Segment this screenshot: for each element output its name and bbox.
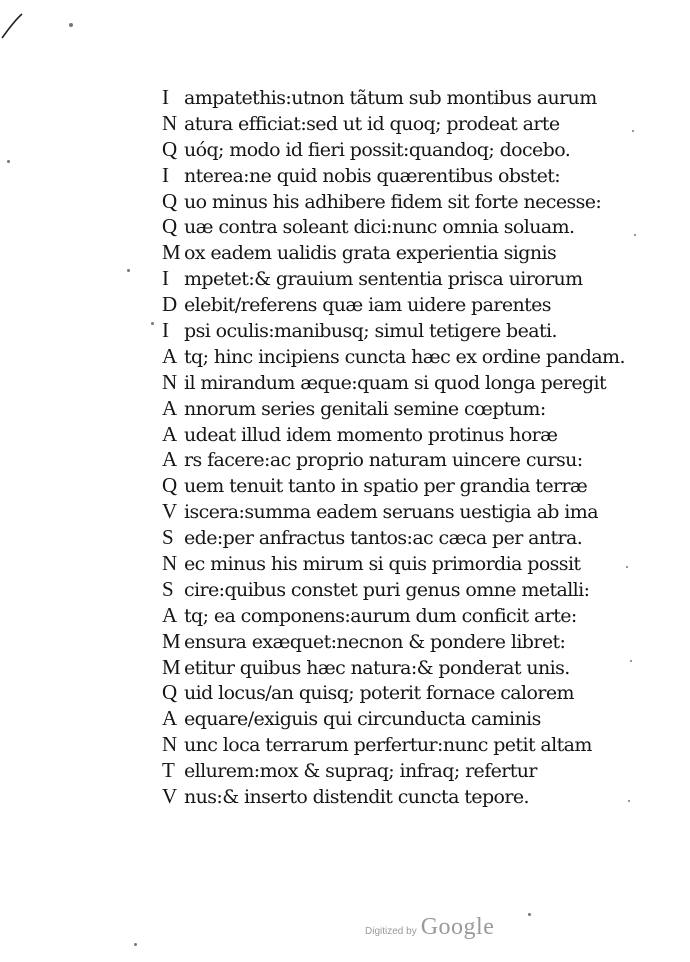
verse-line bbox=[162, 499, 662, 525]
verse-text: uóq; modo id fieri possit:quandoq; docebo. bbox=[184, 138, 571, 161]
print-speck bbox=[151, 322, 154, 325]
verse-initial: I bbox=[162, 162, 169, 187]
print-speck bbox=[127, 269, 130, 272]
print-speck bbox=[69, 23, 73, 27]
verse-text: ellurem:mox & supraq; infraq; refertur bbox=[184, 760, 537, 783]
verse-initial: N bbox=[162, 369, 178, 394]
print-speck bbox=[528, 913, 531, 916]
verse-initial: A bbox=[162, 447, 178, 472]
print-speck bbox=[634, 234, 636, 236]
google-logo: Google bbox=[420, 914, 495, 940]
verse-line bbox=[162, 318, 662, 344]
verse-text: equare/exiguis qui circunducta caminis bbox=[184, 708, 541, 731]
verse-initial: Q bbox=[162, 680, 178, 705]
verse-initial: Q bbox=[162, 136, 178, 161]
verse-initial: N bbox=[162, 551, 178, 576]
verse-initial: V bbox=[162, 784, 178, 809]
verse-initial: Q bbox=[162, 188, 178, 213]
verse-initial: N bbox=[162, 732, 178, 757]
verse-initial: M bbox=[162, 654, 181, 679]
verse-initial: N bbox=[162, 110, 178, 135]
verse-line bbox=[162, 85, 662, 111]
verse-line bbox=[162, 266, 662, 292]
verse-text: uid locus/an quisq; poterit fornace calorem bbox=[184, 682, 574, 705]
verse-line bbox=[162, 655, 662, 681]
verse-line bbox=[162, 680, 662, 706]
verse-initial: A bbox=[162, 421, 178, 446]
verse-text: etitur quibus hæc natura:& ponderat unis. bbox=[184, 656, 570, 679]
verse-line bbox=[162, 577, 662, 603]
verse-line bbox=[162, 447, 662, 473]
verse-line bbox=[162, 525, 662, 551]
verse-line bbox=[162, 370, 662, 396]
print-speck bbox=[626, 566, 628, 568]
verse-line bbox=[162, 551, 662, 577]
verse-initial: M bbox=[162, 628, 181, 653]
verse-line bbox=[162, 292, 662, 318]
verse-text: nterea:ne quid nobis quærentibus obstet: bbox=[184, 164, 561, 187]
verse-line bbox=[162, 163, 662, 189]
verse-text: psi oculis:manibusq; simul tetigere beati. bbox=[184, 320, 557, 343]
verse-text: ox eadem ualidis grata experientia signis bbox=[184, 242, 557, 265]
verse-text: ede:per anfractus tantos:ac cæca per antra. bbox=[184, 527, 583, 550]
digitized-by-watermark bbox=[365, 914, 494, 941]
verse-line bbox=[162, 396, 662, 422]
verse-initial: V bbox=[162, 499, 178, 524]
verse-line bbox=[162, 137, 662, 163]
verse-initial: I bbox=[162, 266, 169, 291]
verse-initial: Q bbox=[162, 214, 178, 239]
verse-initial: M bbox=[162, 240, 181, 265]
verse-line bbox=[162, 603, 662, 629]
print-speck bbox=[7, 160, 10, 163]
verse-initial: Q bbox=[162, 473, 178, 498]
verse-text: uem tenuit tanto in spatio per grandia terræ bbox=[184, 475, 588, 498]
verse-line bbox=[162, 758, 662, 784]
ink-stroke-mark bbox=[0, 12, 26, 40]
verse-initial: D bbox=[162, 292, 178, 317]
verse-block bbox=[162, 85, 662, 810]
verse-text: iscera:summa eadem seruans uestigia ab ima bbox=[184, 501, 598, 524]
verse-text: uo minus his adhibere fidem sit forte necesse: bbox=[184, 190, 602, 213]
verse-text: atura efficiat:sed ut id quoq; prodeat arte bbox=[184, 112, 560, 135]
verse-text: udeat illud idem momento protinus horæ bbox=[184, 423, 558, 446]
verse-text: mpetet:& grauium sententia prisca uirorum bbox=[184, 268, 583, 291]
verse-text: ampatethis:utnon tãtum sub montibus aurum bbox=[184, 87, 597, 109]
verse-text: cire:quibus constet puri genus omne metalli: bbox=[184, 578, 590, 601]
verse-line bbox=[162, 473, 662, 499]
verse-text: elebit/referens quæ iam uidere parentes bbox=[184, 294, 551, 317]
verse-initial: I bbox=[162, 318, 169, 343]
verse-text: rs facere:ac proprio naturam uincere cursu: bbox=[184, 449, 583, 472]
verse-line bbox=[162, 629, 662, 655]
verse-initial: A bbox=[162, 343, 178, 368]
verse-line bbox=[162, 422, 662, 448]
print-speck bbox=[134, 943, 137, 946]
verse-line bbox=[162, 240, 662, 266]
print-speck bbox=[630, 660, 632, 662]
verse-text: ensura exæquet:necnon & pondere libret: bbox=[184, 630, 566, 653]
verse-initial: A bbox=[162, 602, 178, 627]
verse-text: il mirandum æque:quam si quod longa peregit bbox=[184, 371, 607, 394]
verse-line bbox=[162, 214, 662, 240]
verse-initial: A bbox=[162, 706, 178, 731]
verse-line bbox=[162, 344, 662, 370]
verse-text: tq; ea componens:aurum dum conficit arte: bbox=[184, 604, 577, 627]
verse-initial: I bbox=[162, 85, 169, 109]
watermark-prefix: Digitized by bbox=[365, 926, 417, 937]
verse-text: nnorum series genitali semine cœptum: bbox=[184, 397, 546, 420]
verse-initial: S bbox=[162, 576, 174, 601]
print-speck bbox=[632, 130, 634, 132]
verse-line bbox=[162, 706, 662, 732]
verse-text: tq; hinc incipiens cuncta hæc ex ordine pandam. bbox=[184, 345, 625, 368]
verse-text: nus:& inserto distendit cuncta tepore. bbox=[184, 786, 529, 809]
verse-initial: S bbox=[162, 525, 174, 550]
verse-line bbox=[162, 111, 662, 137]
verse-line bbox=[162, 189, 662, 215]
verse-line bbox=[162, 784, 662, 810]
verse-initial: A bbox=[162, 395, 178, 420]
verse-text: uæ contra soleant dici:nunc omnia soluam. bbox=[184, 216, 575, 239]
verse-text: ec minus his mirum si quis primordia possit bbox=[184, 553, 581, 576]
verse-text: unc loca terrarum perfertur:nunc petit altam bbox=[184, 734, 592, 757]
print-speck bbox=[628, 800, 630, 802]
verse-initial: T bbox=[162, 758, 175, 783]
verse-line bbox=[162, 732, 662, 758]
